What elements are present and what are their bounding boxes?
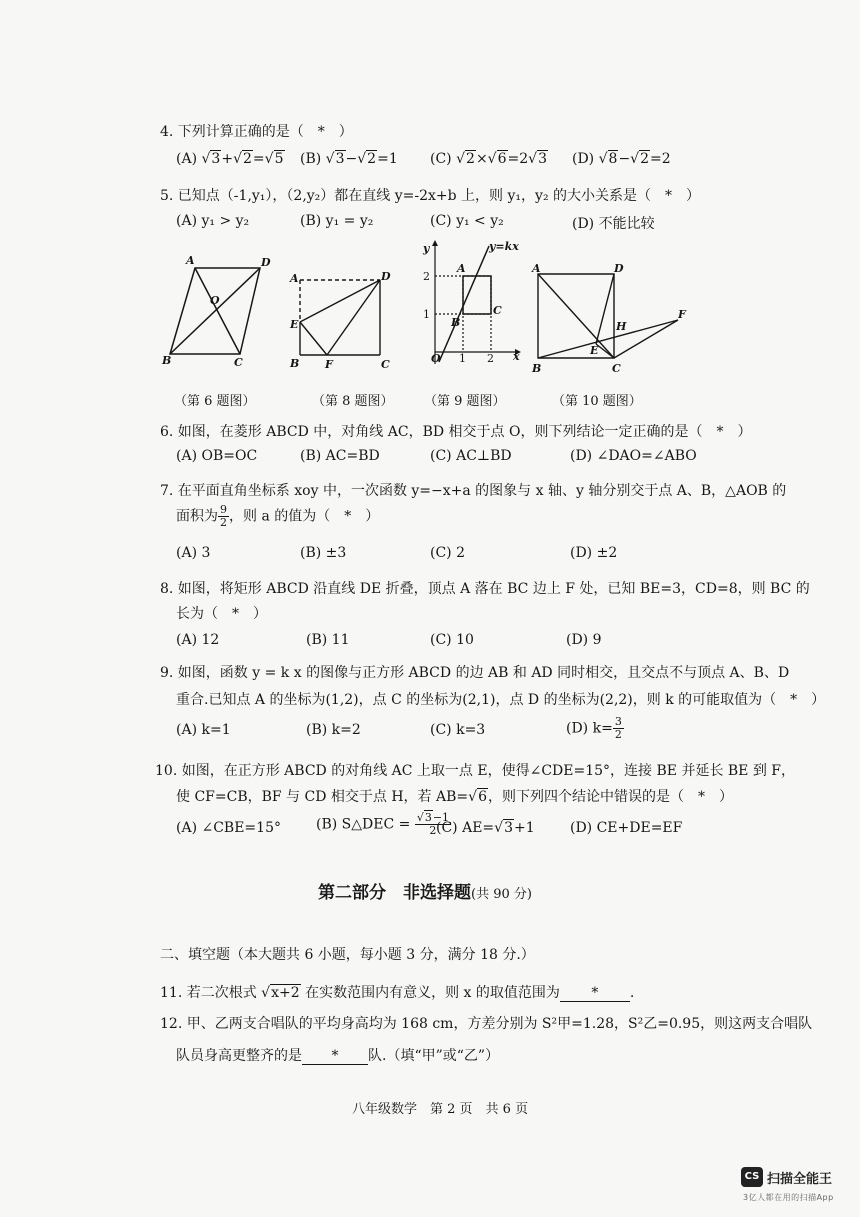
svg-text:B: B [162,354,172,367]
q8-option-a: (A) 12 [176,632,220,648]
brand-name: 扫描全能王 [767,1172,833,1187]
q4-option-d: (D) √8−√2=2 [572,151,671,167]
q6-option-d: (D) ∠DAO=∠ABO [570,448,697,464]
q6-stem: 6. 如图，在菱形 ABCD 中，对角线 AC，BD 相交于点 O，则下列结论一定正确的是（ * ） [160,424,752,440]
svg-text:1: 1 [459,352,466,365]
svg-text:A: A [186,254,195,267]
q6-option-c: (C) AC⊥BD [430,448,512,464]
svg-text:D: D [381,270,391,283]
svg-text:1: 1 [423,308,430,321]
svg-text:A: A [457,262,466,275]
figure-6-caption: （第 6 题图） [174,394,256,409]
q6-option-b: (B) AC=BD [300,448,380,464]
figure-6-rhombus [160,250,285,370]
q11: 11. 若二次根式 √x+2 在实数范围内有意义，则 x 的取值范围为 * . [160,985,635,1001]
svg-text:C: C [381,358,390,371]
svg-text:B: B [532,362,542,375]
figure-9-coordinate-plane [415,240,525,370]
q9-option-a: (A) k=1 [176,722,231,738]
q9-stem-line2: 重合.已知点 A 的坐标为(1,2)，点 C 的坐标为(2,1)，点 D 的坐标为(2,2)，则 k 的可能取值为（ * ） [176,692,826,708]
q12-answer-blank: * [302,1048,368,1065]
svg-text:O: O [210,294,220,307]
q9-option-c: (C) k=3 [430,722,486,738]
svg-text:D: D [261,256,271,269]
q10-option-d: (D) CE+DE=EF [570,820,683,836]
q5-option-c: (C) y₁ < y₂ [430,213,504,229]
figure-10-square [528,258,698,378]
scanner-watermark [741,1165,851,1207]
q7-stem-line1: 7. 在平面直角坐标系 xoy 中，一次函数 y=−x+a 的图象与 x 轴、y 轴分别交于点 A、B，△AOB 的 [160,483,787,499]
q11-answer-blank: * [560,985,630,1002]
svg-text:y: y [423,242,430,255]
q7-stem-line2: 面积为 $\frac{9}{2}$ ，则 a 的值为（ * ） [176,503,380,529]
q5-option-d: (D) 不能比较 [572,216,655,232]
svg-text:2: 2 [423,270,430,283]
q4-option-a: (A) √3+√2=√5 [176,151,284,167]
q8-option-c: (C) 10 [430,632,474,648]
q9-option-b: (B) k=2 [306,722,361,738]
svg-text:D: D [614,262,624,275]
q8-stem-line1: 8. 如图，将矩形 ABCD 沿直线 DE 折叠，顶点 A 落在 BC 边上 F 处，已知 BE=3，CD=8，则 BC 的 [160,581,810,597]
svg-text:O: O [431,352,441,365]
figure-10-caption: （第 10 题图） [552,394,642,409]
svg-text:E: E [290,318,299,331]
q8-option-b: (B) 11 [306,632,350,648]
svg-text:A: A [290,272,299,285]
svg-text:E: E [590,344,599,357]
q5-option-a: (A) y₁ > y₂ [176,213,250,229]
q6-option-a: (A) OB=OC [176,448,258,464]
svg-text:B: B [451,316,461,329]
camscanner-logo-icon: CS [741,1167,763,1187]
figure-8-rectangle [285,262,395,377]
section-fill-in-heading: 二、填空题（本大题共 6 小题，每小题 3 分，满分 18 分.） [160,947,535,963]
q5-option-b: (B) y₁ = y₂ [300,213,374,229]
q4-stem: 4. 下列计算正确的是（ * ） [160,124,353,140]
part2-title: 第二部分 非选择题(共 90 分) [318,883,532,903]
q4-option-b: (B) √3−√2=1 [300,151,398,167]
page-footer: 八年级数学 第 2 页 共 6 页 [352,1102,529,1117]
svg-text:F: F [325,358,333,371]
svg-text:B: B [290,357,300,370]
figure-8-caption: （第 8 题图） [312,394,394,409]
q8-stem-line2: 长为（ * ） [176,606,267,622]
svg-text:C: C [612,362,621,375]
svg-text:A: A [532,262,541,275]
figure-9-caption: （第 9 题图） [424,394,506,409]
svg-text:2: 2 [487,352,494,365]
svg-text:x: x [513,350,520,363]
q7-option-b: (B) ±3 [300,545,347,561]
q9-option-d: (D) k= $\frac{3}{2}$ [566,715,622,741]
q8-option-d: (D) 9 [566,632,602,648]
q9-stem-line1: 9. 如图，函数 y = k x 的图像与正方形 ABCD 的边 AB 和 AD 同时相交，且交点不与顶点 A、B、D [160,665,790,681]
q10-option-a: (A) ∠CBE=15° [176,820,281,836]
q10-option-b: (B) S△DEC = $\frac{√3-1}{2}$ [316,811,450,837]
q10-option-c: (C) AE=√3+1 [436,820,535,836]
figure-9-line-label: y=kx [489,240,519,253]
svg-text:F: F [678,308,686,321]
q10-stem-line2: 使 CF=CB，BF 与 CD 相交于点 H，若 AB=√6，则下列四个结论中错误的是（ * ） [176,789,733,805]
q10-stem-line1: 10. 如图，在正方形 ABCD 的对角线 AC 上取一点 E，使得∠CDE=15°，连接 BE 并延长 BE 到 F， [155,763,796,779]
q12-line1: 12. 甲、乙两支合唱队的平均身高均为 168 cm，方差分别为 S²甲=1.28，S²乙=0.95，则这两支合唱队 [160,1016,813,1032]
svg-text:C: C [493,304,502,317]
q12-line2: 队员身高更整齐的是 * 队.（填“甲”或“乙”） [176,1048,500,1064]
q4-option-c: (C) √2×√6=2√3 [430,151,547,167]
q7-option-a: (A) 3 [176,545,211,561]
q7-option-c: (C) 2 [430,545,465,561]
brand-tagline: 3亿人都在用的扫描App [743,1193,834,1202]
svg-text:C: C [234,356,243,369]
q5-stem: 5. 已知点（-1,y₁），（2,y₂）都在直线 y=-2x+b 上，则 y₁，y₂ 的大小关系是（ * ） [160,188,701,204]
q7-option-d: (D) ±2 [570,545,618,561]
svg-text:H: H [616,320,627,333]
